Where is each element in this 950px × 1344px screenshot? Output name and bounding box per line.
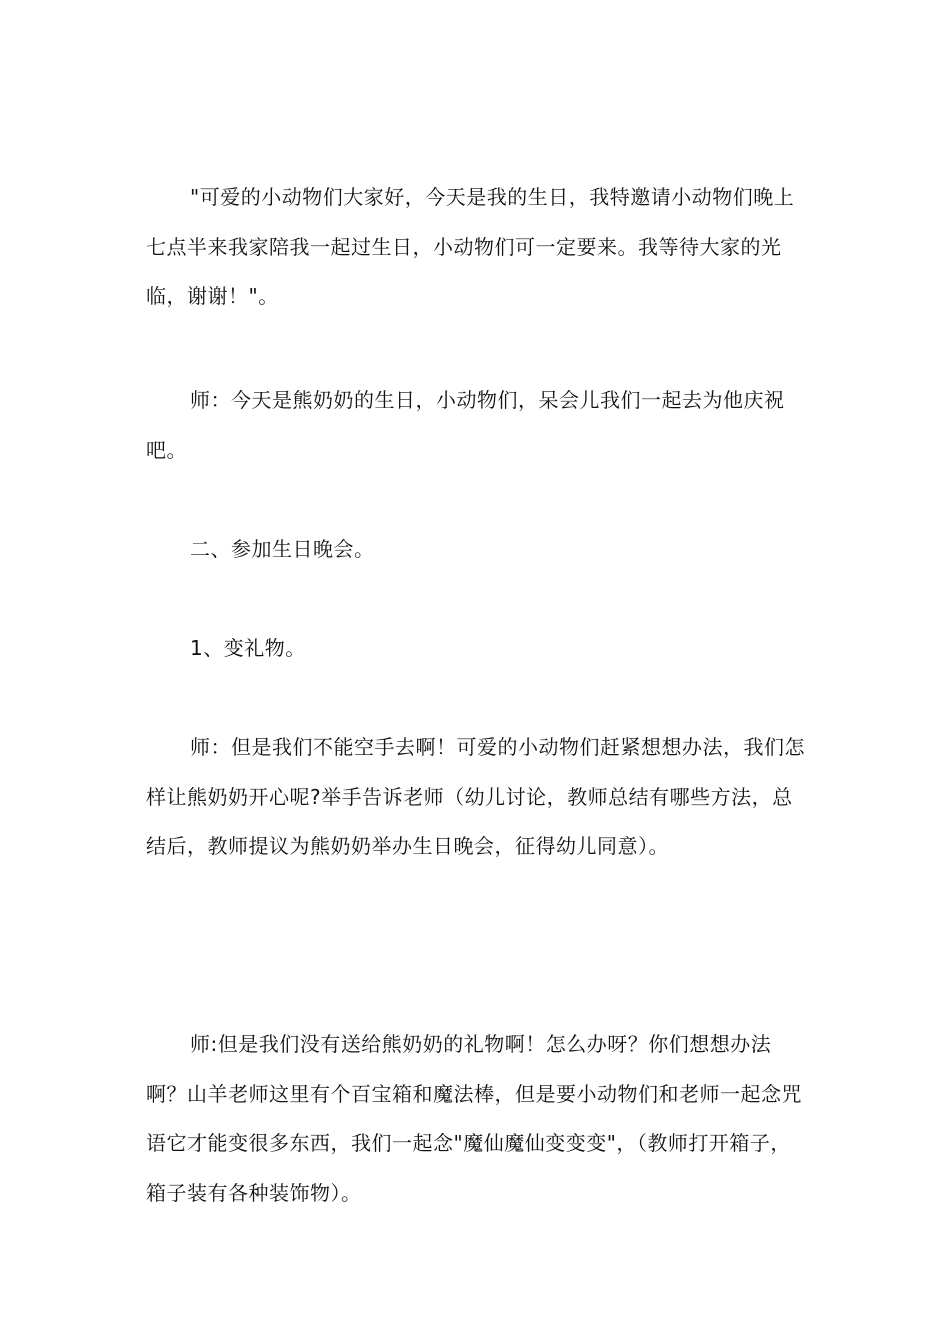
paragraph-teacher-discussion: 师：但是我们不能空手去啊！可爱的小动物们赶紧想想办法，我们怎样让熊奶奶开心呢?举手告诉老师（幼儿讨论，教师总结有哪些方法，总结后，教师提议为熊奶奶举办生日晚会，征得幼儿同意）。 [146, 735, 805, 858]
paragraph-teacher-magic-box: 师:但是我们没有送给熊奶奶的礼物啊！怎么办呀？你们想想办法啊？山羊老师这里有个百宝箱和魔法棒，但是要小动物们和老师一起念咒语它才能变很多东西，我们一起念"魔仙魔仙变变变"，（教师打开箱子，箱子装有各种装饰物）。 [146, 1032, 802, 1205]
paragraph-invitation: "可爱的小动物们大家好，今天是我的生日，我特邀请小动物们晚上七点半来我家陪我一起过生日，小动物们可一定要来。我等待大家的光临，谢谢！"。 [146, 185, 795, 308]
paragraph-teacher-birthday: 师：今天是熊奶奶的生日，小动物们，呆会儿我们一起去为他庆祝吧。 [146, 388, 785, 462]
subsection-heading: 1、变礼物。 [190, 636, 306, 660]
section-heading: 二、参加生日晚会。 [190, 537, 375, 561]
